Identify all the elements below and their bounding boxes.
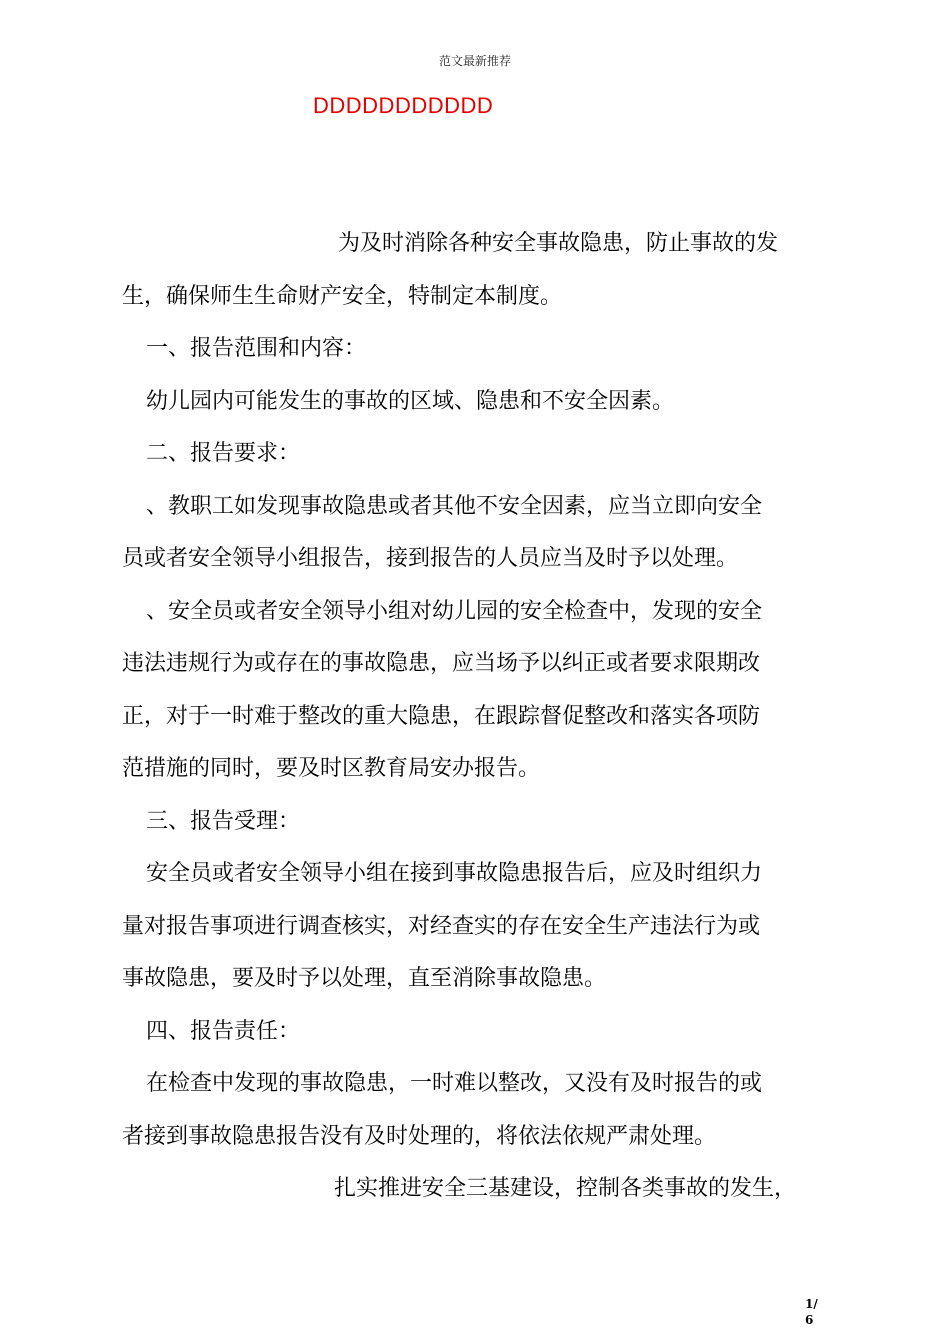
- body-line: 扎实推进安全三基建设，控制各类事故的发生，: [334, 1176, 797, 1201]
- page-number-bottom: 6: [805, 1313, 814, 1327]
- body-line: 、安全员或者安全领导小组对幼儿园的安全检查中，发现的安全: [146, 599, 763, 624]
- page-header: 范文最新推荐: [438, 54, 511, 68]
- body-line: 生，确保师生生命财产安全，特制定本制度。: [122, 284, 563, 309]
- body-line: 者接到事故隐患报告没有及时处理的，将依法依规严肃处理。: [122, 1124, 717, 1149]
- body-line: 幼儿园内可能发生的事故的区域、隐患和不安全因素。: [146, 389, 675, 414]
- section-heading: 一、报告范围和内容：: [146, 336, 367, 361]
- body-line: 安全员或者安全领导小组在接到事故隐患报告后，应及时组织力: [146, 861, 763, 886]
- section-heading: 三、报告受理：: [146, 809, 301, 834]
- body-line: 在检查中发现的事故隐患，一时难以整改，又没有及时报告的或: [146, 1071, 763, 1096]
- section-heading: 四、报告责任：: [146, 1019, 301, 1044]
- body-line: 正，对于一时难于整改的重大隐患，在跟踪督促整改和落实各项防: [122, 704, 761, 729]
- section-heading: 二、报告要求：: [146, 441, 301, 466]
- body-line: 员或者安全领导小组报告，接到报告的人员应当及时予以处理。: [122, 546, 739, 571]
- body-line: 事故隐患，要及时予以处理，直至消除事故隐患。: [122, 966, 607, 991]
- body-line: 违法违规行为或存在的事故隐患，应当场予以纠正或者要求限期改: [122, 651, 761, 676]
- page-number-top: 1/: [805, 1297, 818, 1311]
- body-line: 范措施的同时，要及时区教育局安办报告。: [122, 756, 541, 781]
- body-line: 、教职工如发现事故隐患或者其他不安全因素，应当立即向安全: [146, 494, 763, 519]
- document-title: DDDDDDDDDDD: [313, 93, 494, 118]
- body-line: 为及时消除各种安全事故隐患，防止事故的发: [338, 231, 779, 256]
- body-line: 量对报告事项进行调查核实，对经查实的存在安全生产违法行为或: [122, 914, 761, 939]
